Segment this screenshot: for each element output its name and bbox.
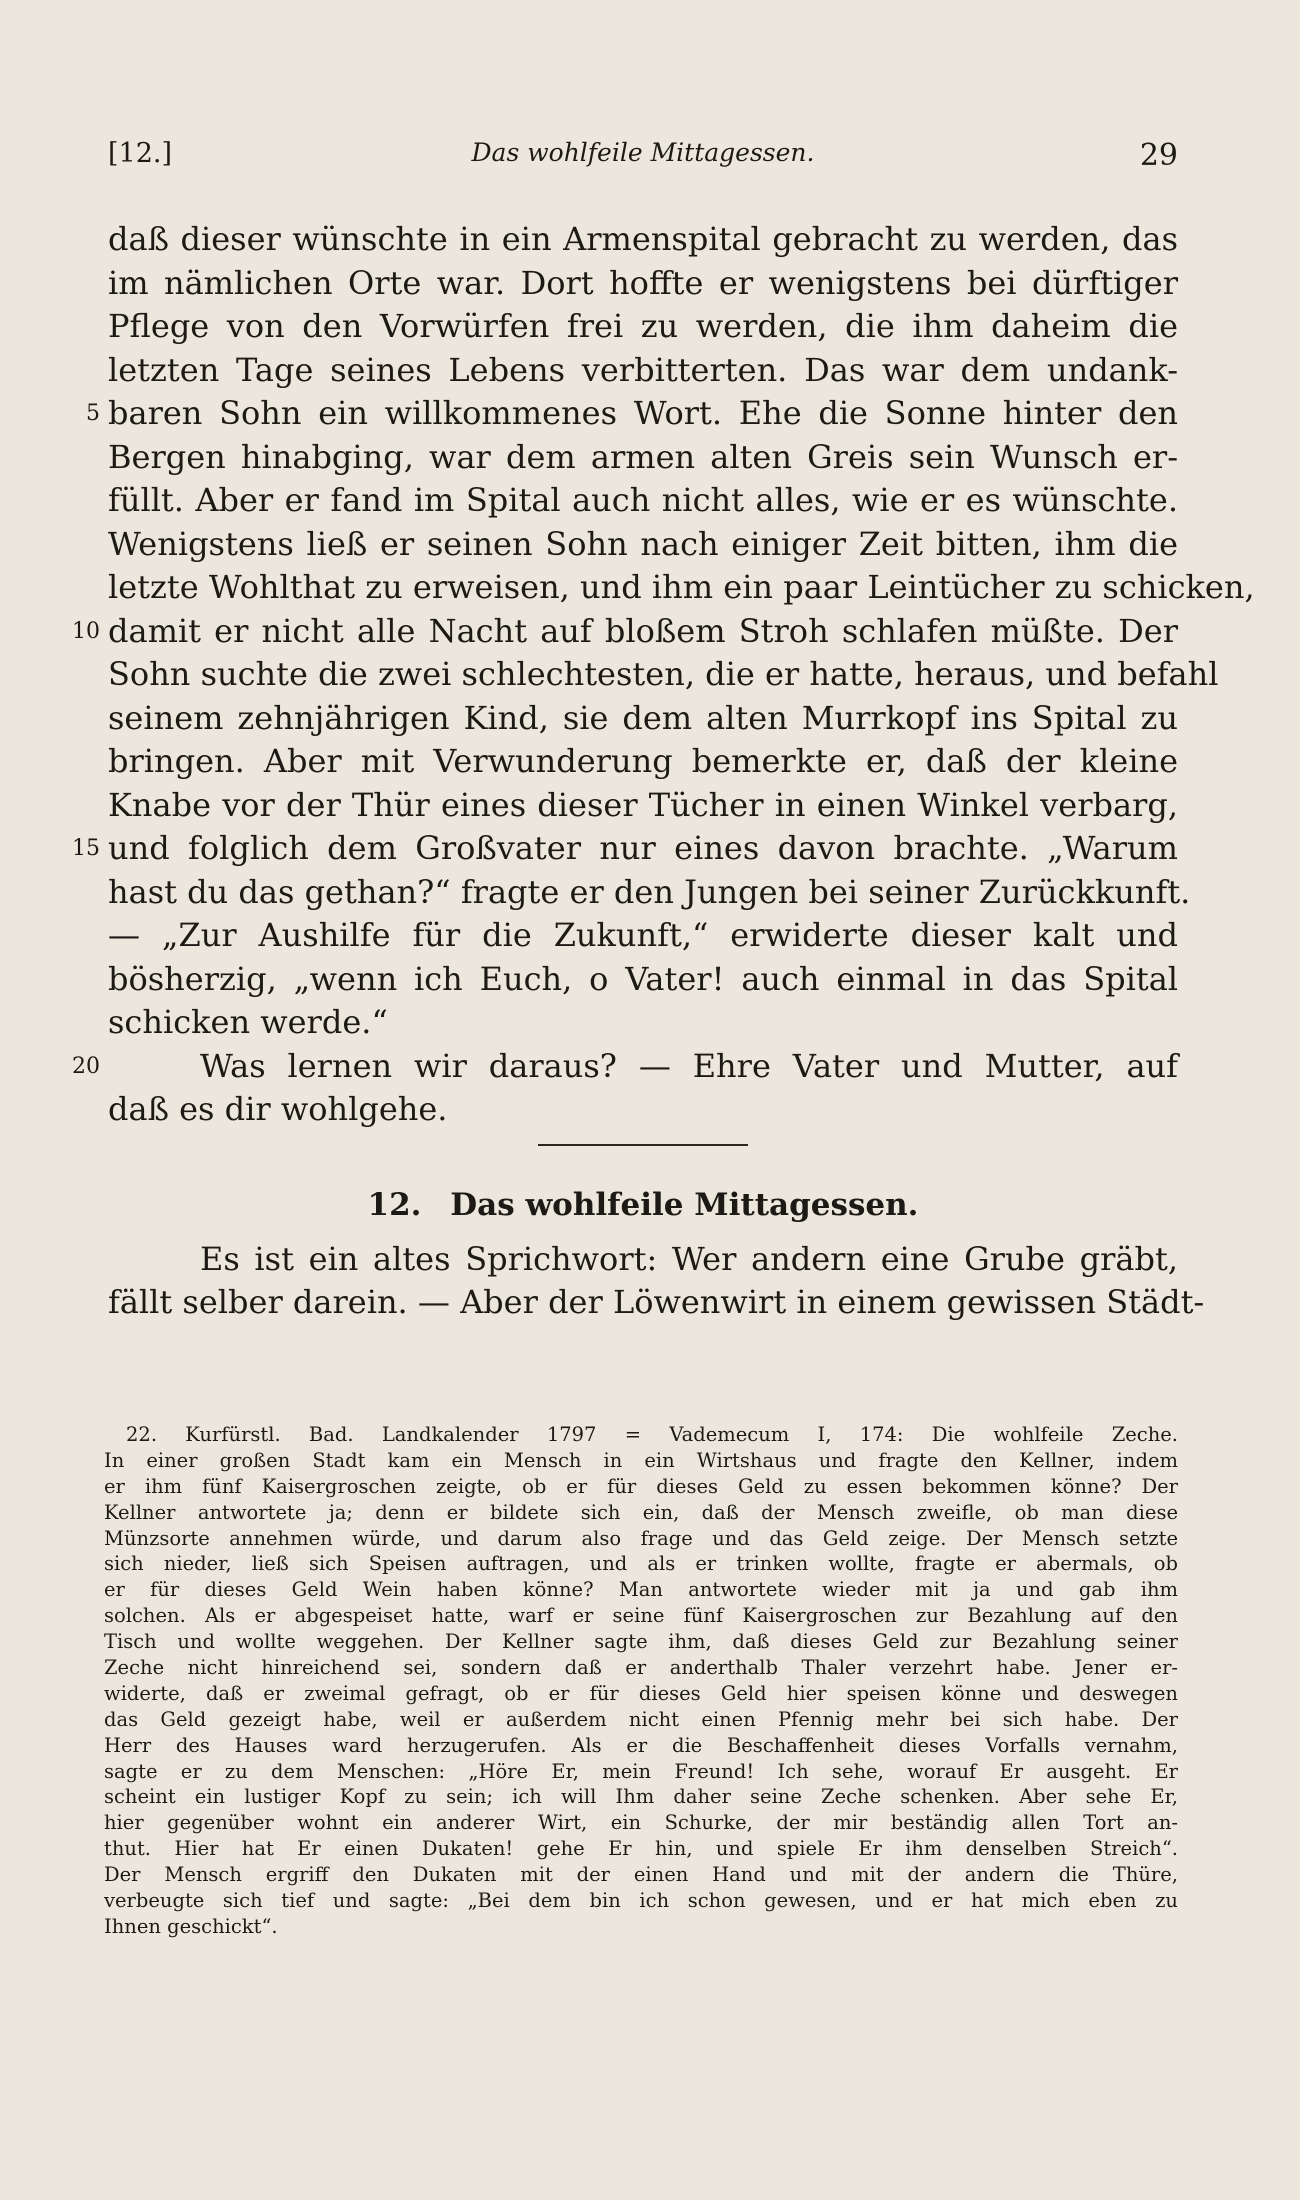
text-line: bösherzig, „wenn ich Euch, o Vater! auch einmal in das Spital <box>108 959 1178 998</box>
running-header <box>108 138 1178 182</box>
text-line: seinem zehnjährigen Kind, sie dem alten Murrkopf ins Spital zu <box>108 698 1178 737</box>
text-line: 15 und folglich dem Großvater nur eines davon brachte. „Warum <box>108 827 1178 871</box>
line-number: 20 <box>72 1053 100 1079</box>
text-line: Bergen hinabging, war dem armen alten Greis sein Wunsch er- <box>108 437 1178 476</box>
footnote-line: das Geld gezeigt habe, weil er außerdem nicht einen Pfennig mehr bei sich habe. Der <box>104 1707 1178 1731</box>
footnote-line: In einer großen Stadt kam ein Mensch in ein Wirtshaus und fragte den Kellner, indem <box>104 1448 1178 1472</box>
text-line: 5 baren Sohn ein willkommenes Wort. Ehe die Sonne hinter den <box>108 392 1178 436</box>
footnote-line: Münzsorte annehmen würde, und darum also frage und das Geld zeige. Der Mensch setzte <box>104 1526 1178 1550</box>
header-title: Das wohlfeile Mittagessen. <box>471 138 815 167</box>
text-line: letzte Wohlthat zu erweisen, und ihm ein paar Leintücher zu schicken, <box>108 568 1255 606</box>
text-line: 10 damit er nicht alle Nacht auf bloßem Stroh schlafen müßte. Der <box>108 610 1178 654</box>
section-title: Das wohlfeile Mittagessen. <box>450 1186 919 1223</box>
footnote-line: er ihm fünf Kaisergroschen zeigte, ob er für dieses Geld zu essen bekommen könne? Der <box>104 1474 1178 1498</box>
page-number: 29 <box>1139 138 1178 173</box>
footnote-line: thut. Hier hat Er einen Dukaten! gehe Er hin, und spiele Er ihm denselben Streich“. <box>104 1837 1178 1861</box>
text-line: hast du das gethan?“ fragte er den Jungen bei seiner Zurückkunft. <box>108 872 1191 911</box>
footnote-line: verbeugte sich tief und sagte: „Bei dem bin ich schon gewesen, und er hat mich eben zu <box>104 1889 1178 1913</box>
line-number: 10 <box>72 618 100 644</box>
footnotes <box>104 1422 1178 1940</box>
text-line: Wenigstens ließ er seinen Sohn nach einiger Zeit bitten, ihm die <box>108 524 1178 563</box>
text-line: füllt. Aber er fand im Spital auch nicht alles, wie er es wünschte. <box>108 481 1178 519</box>
footnote-line: 22. Kurfürstl. Bad. Landkalender 1797 = Vademecum I, 174: Die wohlfeile Zeche. <box>126 1423 1178 1446</box>
main-text <box>72 218 1255 1325</box>
text-line: Knabe vor der Thür eines dieser Tücher in einen Winkel verbarg, <box>108 785 1178 824</box>
text-line: letzten Tage seines Lebens verbitterten. Das war dem undank- <box>108 350 1178 389</box>
text-line: im nämlichen Orte war. Dort hoffte er wenigstens bei dürftiger <box>108 263 1178 302</box>
text-line: daß dieser wünschte in ein Armenspital gebracht zu werden, das <box>108 220 1178 258</box>
header-chapter-ref: [12.] <box>108 138 173 169</box>
section-number: 12. <box>367 1186 422 1223</box>
section-heading <box>108 1180 1178 1230</box>
text-line: Pflege von den Vorwürfen frei zu werden, die ihm daheim die <box>108 307 1178 345</box>
text-line: — „Zur Aushilfe für die Zukunft,“ erwiderte dieser kalt und <box>108 916 1178 954</box>
text-line: schicken werde.“ <box>108 1003 388 1041</box>
section-divider <box>538 1144 748 1146</box>
footnote-line: Tisch und wollte weggehen. Der Kellner sagte ihm, daß dieses Geld zur Bezahlung seiner <box>104 1630 1178 1654</box>
footnote-line: Kellner antwortete ja; denn er bildete sich ein, daß der Mensch zweifle, ob man diese <box>104 1500 1178 1524</box>
footnote-line: solchen. Als er abgespeiset hatte, warf er seine fünf Kaisergroschen zur Bezahlung auf den <box>104 1604 1178 1628</box>
text-line: daß es dir wohlgehe. <box>108 1090 448 1128</box>
footnote-line: sich nieder, ließ sich Speisen auftragen, und als er trinken wollte, fragte er abermals, ob <box>104 1552 1178 1576</box>
line-number: 5 <box>86 401 100 426</box>
footnote-line: hier gegenüber wohnt ein anderer Wirt, ein Schurke, der mir beständig allen Tort an- <box>104 1811 1178 1835</box>
text-line: fällt selber darein. — Aber der Löwenwirt in einem gewissen Städt- <box>108 1283 1205 1321</box>
line-number: 15 <box>72 836 100 861</box>
footnote-line: Ihnen geschickt“. <box>104 1914 278 1938</box>
footnote-line: Herr des Hauses ward herzugerufen. Als er die Beschaffenheit dieses Vorfalls vernahm, <box>104 1733 1178 1757</box>
text-line: Sohn suchte die zwei schlechtesten, die er hatte, heraus, und befahl <box>108 655 1219 693</box>
footnote-line: widerte, daß er zweimal gefragt, ob er für dieses Geld hier speisen könne und deswegen <box>104 1681 1178 1705</box>
footnote-line: sagte er zu dem Menschen: „Höre Er, mein Freund! Ich sehe, worauf Er ausgeht. Er <box>104 1759 1178 1783</box>
footnote-line: Zeche nicht hinreichend sei, sondern daß er anderthalb Thaler verzehrt habe. Jener er- <box>104 1656 1178 1680</box>
footnote-line: er für dieses Geld Wein haben könne? Man antwortete wieder mit ja und gab ihm <box>104 1578 1178 1602</box>
footnote-line: Der Mensch ergriff den Dukaten mit der einen Hand und mit der andern die Thüre, <box>104 1863 1178 1887</box>
text-line: 20 Was lernen wir daraus? — Ehre Vater und Mutter, auf <box>108 1045 1178 1089</box>
footnote-line: scheint ein lustiger Kopf zu sein; ich will Ihm daher seine Zeche schenken. Aber sehe Er, <box>104 1785 1178 1809</box>
text-line: bringen. Aber mit Verwunderung bemerkte er, daß der kleine <box>108 742 1178 780</box>
text-line: Es ist ein altes Sprichwort: Wer andern eine Grube gräbt, <box>200 1239 1178 1278</box>
